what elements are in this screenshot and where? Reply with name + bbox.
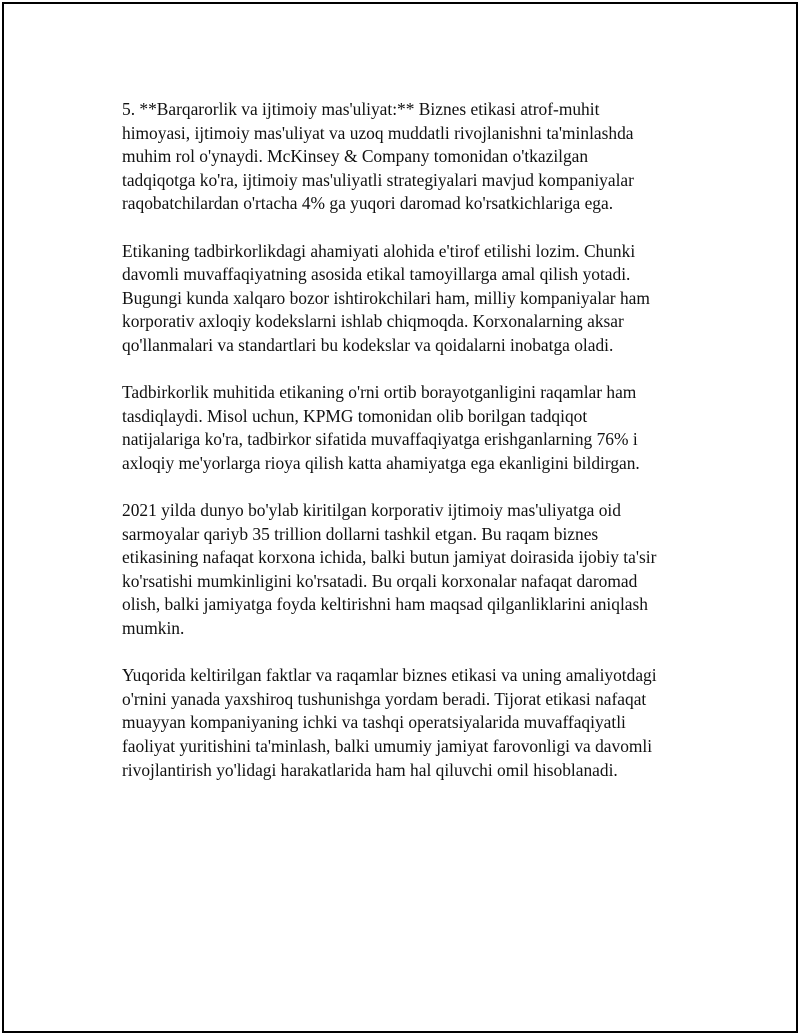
paragraph-csr-investments [122, 499, 712, 641]
paragraph-line: tasdiqlaydi. Misol uchun, KPMG tomonidan olib borilgan tadqiqot [122, 405, 588, 426]
paragraph-line: mumkin. [122, 618, 185, 639]
paragraph-line: Yuqorida keltirilgan faktlar va raqamlar biznes etikasi va uning amaliyotdagi [122, 665, 657, 686]
paragraph-line: natijalariga ko'ra, tadbirkor sifatida muvaffaqiyatga erishganlarning 76% i [122, 429, 638, 450]
paragraph-line: muayyan kompaniyaning ichki va tashqi operatsiyalarida muvaffaqiyatli [122, 712, 626, 733]
paragraph-line: olish, balki jamiyatga foyda keltirishni ham maqsad qilganliklarini aniqlash [122, 594, 648, 615]
paragraph-line: axloqiy me'yorlarga rioya qilish katta ahamiyatga ega ekanligini bildirgan. [122, 452, 640, 473]
page-frame [2, 2, 798, 1033]
paragraph-line: korporativ axloqiy kodekslarni ishlab chiqmoqda. Korxonalarning aksar [122, 311, 624, 332]
paragraph-line: muhim rol o'ynaydi. McKinsey & Company tomonidan o'tkazilgan [122, 146, 589, 167]
paragraph-line: rivojlantirish yo'lidagi harakatlarida ham hal qiluvchi omil hisoblanadi. [122, 759, 618, 780]
paragraph-line: tadqiqotga ko'ra, ijtimoiy mas'uliyatli strategiyalari mavjud kompaniyalar [122, 169, 634, 190]
paragraph-line: davomli muvaffaqiyatning asosida etikal tamoyillarga amal qilish yotadi. [122, 264, 631, 285]
paragraph-line: o'rnini yanada yaxshiroq tushunishga yordam beradi. Tijorat etikasi nafaqat [122, 688, 647, 709]
paragraph-line: qo'llanmalari va standartlari bu kodekslar va qoidalarni inobatga oladi. [122, 334, 614, 355]
paragraph-line: raqobatchilardan o'rtacha 4% ga yuqori daromad ko'rsatkichlariga ega. [122, 193, 614, 214]
paragraph-conclusion [122, 664, 712, 782]
paragraph-line: ko'rsatishi mumkinligini ko'rsatadi. Bu orqali korxonalar nafaqat daromad [122, 570, 638, 591]
paragraph-kpmg-study [122, 381, 712, 475]
paragraph-line: faoliyat yuritishini ta'minlash, balki umumiy jamiyat farovonligi va davomli [122, 736, 653, 757]
paragraph-ethics-importance [122, 240, 712, 358]
paragraph-line: 5. **Barqarorlik va ijtimoiy mas'uliyat:** Biznes etikasi atrof-muhit [122, 99, 600, 119]
paragraph-line: himoyasi, ijtimoiy mas'uliyat va uzoq muddatli rivojlanishni ta'minlashda [122, 122, 634, 143]
paragraph-line: 2021 yilda dunyo bo'ylab kiritilgan korporativ ijtimoiy mas'uliyatga oid [122, 500, 621, 521]
paragraph-line: Bugungi kunda xalqaro bozor ishtirokchilari ham, milliy kompaniyalar ham [122, 287, 650, 308]
paragraph-sustainability [122, 98, 712, 216]
paragraph-line: Tadbirkorlik muhitida etikaning o'rni ortib borayotganligini raqamlar ham [122, 382, 637, 403]
paragraph-line: etikasining nafaqat korxona ichida, balki butun jamiyat doirasida ijobiy ta'sir [122, 547, 657, 568]
document-body [122, 98, 712, 806]
paragraph-line: Etikaning tadbirkorlikdagi ahamiyati alohida e'tirof etilishi lozim. Chunki [122, 240, 636, 261]
paragraph-line: sarmoyalar qariyb 35 trillion dollarni tashkil etgan. Bu raqam biznes [122, 523, 599, 544]
